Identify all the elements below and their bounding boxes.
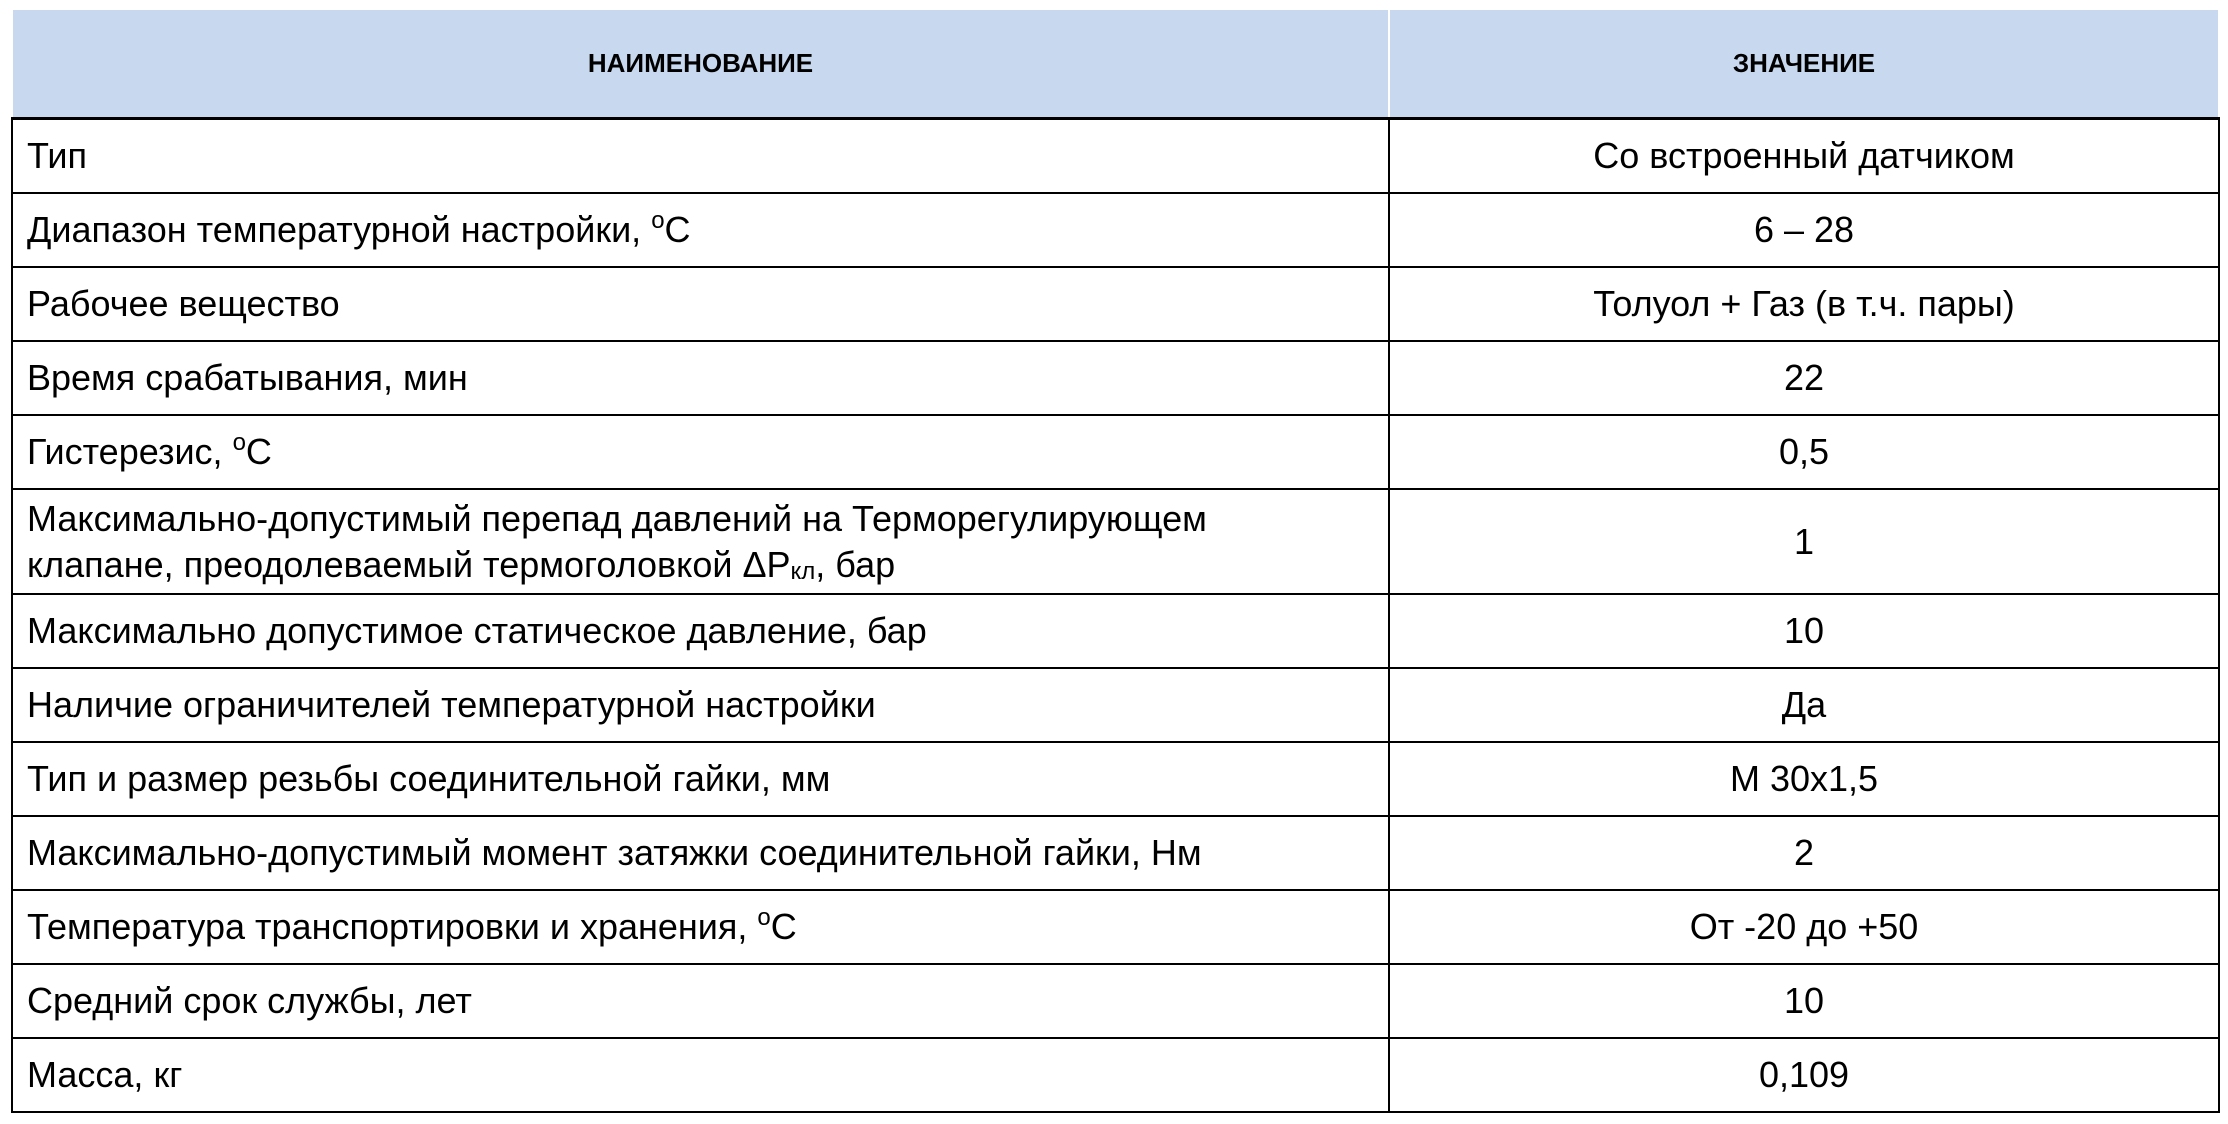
param-value: Да <box>1389 668 2219 742</box>
param-name: Тип <box>12 119 1389 194</box>
param-value: 10 <box>1389 964 2219 1038</box>
param-name: Гистерезис, $^o$C <box>12 415 1389 489</box>
table-row <box>12 489 2219 594</box>
param-value: 22 <box>1389 341 2219 415</box>
param-value: 1 <box>1389 489 2219 594</box>
param-name: Максимально-допустимый перепад давлений на Терморегулирующем клапане, преодолеваемый термоголовкой $\Delta P_{кл}$, бар <box>12 489 1389 594</box>
table-row <box>12 816 2219 890</box>
table-row <box>12 964 2219 1038</box>
table-row <box>12 742 2219 816</box>
param-value: Со встроенный датчиком <box>1389 119 2219 194</box>
header-name: НАИМЕНОВАНИЕ <box>12 9 1389 119</box>
param-value: 10 <box>1389 594 2219 668</box>
param-name: Средний срок службы, лет <box>12 964 1389 1038</box>
param-value: Толуол + Газ (в т.ч. пары) <box>1389 267 2219 341</box>
param-name: Максимально-допустимый момент затяжки соединительной гайки, Нм <box>12 816 1389 890</box>
param-name: Температура транспортировки и хранения, $^o$C <box>12 890 1389 964</box>
table-row <box>12 890 2219 964</box>
table-row <box>12 267 2219 341</box>
param-name: Время срабатывания, мин <box>12 341 1389 415</box>
table-row <box>12 415 2219 489</box>
table-row <box>12 119 2219 194</box>
param-name: Масса, кг <box>12 1038 1389 1112</box>
header-row <box>12 9 2219 119</box>
table-row <box>12 1038 2219 1112</box>
table-row <box>12 341 2219 415</box>
subscript: кл <box>790 557 816 585</box>
param-value: 0,5 <box>1389 415 2219 489</box>
param-name: Максимально допустимое статическое давление, бар <box>12 594 1389 668</box>
param-value: М 30х1,5 <box>1389 742 2219 816</box>
spec-table <box>11 8 2220 1113</box>
degree-sup: o <box>651 207 665 234</box>
table-row <box>12 668 2219 742</box>
param-value: 6 – 28 <box>1389 193 2219 267</box>
param-name: Наличие ограничителей температурной настройки <box>12 668 1389 742</box>
param-name: Рабочее вещество <box>12 267 1389 341</box>
param-value: 2 <box>1389 816 2219 890</box>
param-name: Диапазон температурной настройки, $^o$C <box>12 193 1389 267</box>
param-name: Тип и размер резьбы соединительной гайки, мм <box>12 742 1389 816</box>
table-row <box>12 594 2219 668</box>
param-value: От -20 до +50 <box>1389 890 2219 964</box>
param-value: 0,109 <box>1389 1038 2219 1112</box>
degree-sup: o <box>757 904 771 931</box>
header-value: ЗНАЧЕНИЕ <box>1389 9 2219 119</box>
degree-sup: o <box>232 429 246 456</box>
table-row <box>12 193 2219 267</box>
